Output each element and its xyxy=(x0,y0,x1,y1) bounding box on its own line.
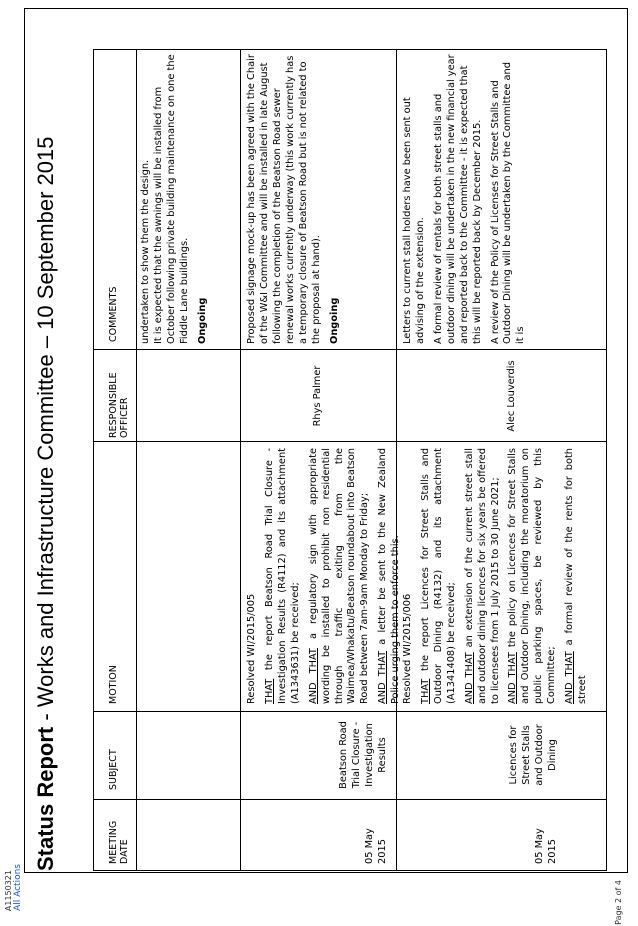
comment-text: A formal review of rentals for both street stalls and outdoor dining will be undertaken in the new financial year and reported back to the Committee - it is expected that this will be reported back by December 2015. xyxy=(432,54,483,344)
header-responsible-officer: RESPONSIBLE OFFICER xyxy=(108,372,131,438)
row2-officer xyxy=(312,352,325,440)
motion-body: the report Beatson Road Trial Closure - Investigation Results (R4112) and its attachment (A1343631) be received; xyxy=(263,448,301,704)
motion-lead: THAT xyxy=(419,678,431,704)
comment-text: A review of the Policy of Licenses for Street Stalls and Outdoor Dining will be undertaken by the Committee and it is xyxy=(489,62,527,344)
header-motion: MOTION xyxy=(108,665,119,704)
motion-body: the report Licences for Street Stalls and Outdoor Dining (R4132) and its attachment (A1341408) be received; xyxy=(419,448,457,704)
row2-date xyxy=(244,804,390,864)
subject-text: Beatson Road Trial Closure - Investigation Results xyxy=(338,721,389,789)
motion-lead: THAT xyxy=(263,678,275,704)
comment-text: undertaken to show them the design. xyxy=(140,159,151,344)
motion-clause xyxy=(464,448,503,704)
motion-body: an extension of the current street stall and outdoor dining licences for six years be offered to licensees from 1 July 2015 to 30 June 2021; xyxy=(463,448,501,704)
meeting-date: 05 May 2015 xyxy=(364,828,389,864)
header-comments: COMMENTS xyxy=(108,286,119,342)
header-subject: SUBJECT xyxy=(108,749,119,790)
page-frame xyxy=(24,8,628,873)
row1-comments xyxy=(140,54,238,344)
row2-subject xyxy=(244,716,390,794)
comment-status: Ongoing xyxy=(328,297,340,344)
row3-subject xyxy=(400,716,560,794)
table-row xyxy=(136,50,241,870)
motion-body: a regulatory sign with appropriate wording be installed to prohibit non residential through traffic exiting from the Waimea/Whakatu/Beatson roundabout into Beatson Road between 7am-9am Monday to Friday; xyxy=(307,447,371,704)
subject-text: Licences for Street Stalls and Outdoor Dining xyxy=(508,724,559,786)
resolution-number: Resolved WI/2015/006 xyxy=(402,593,413,704)
motion-clause xyxy=(564,448,590,704)
motion-lead: AND THAT xyxy=(507,652,519,704)
page-title xyxy=(33,51,59,871)
status-table xyxy=(93,49,607,871)
comment-status: Ongoing xyxy=(196,297,208,344)
comment-text: It is expected that the awnings will be installed from October following private building maintenance on one the Fiddle Lane buildings. xyxy=(152,54,190,344)
motion-body: a formal review of the rents for both street xyxy=(564,448,589,704)
title-bold: Status Report xyxy=(33,726,58,871)
motion-body: a letter be sent to the New Zealand Police urging them to enforce this. xyxy=(377,448,402,704)
meeting-date: 05 May 2015 xyxy=(534,828,559,864)
table-header xyxy=(94,50,137,870)
motion-clause xyxy=(264,448,303,704)
rotated-page xyxy=(1,1,638,926)
resolution-number: Resolved WI/2015/005 xyxy=(246,593,257,704)
title-rest: - Works and Infrastructure Committee – 10 September 2015 xyxy=(33,136,58,727)
row3-date xyxy=(400,804,560,864)
row3-officer xyxy=(506,352,519,440)
motion-clause xyxy=(308,448,373,704)
table-row xyxy=(396,50,607,870)
motion-lead: AND THAT xyxy=(463,652,475,704)
page-number: Page 2 of 4 xyxy=(614,880,623,925)
header-meeting-date: MEETING DATE xyxy=(108,820,131,864)
all-actions-link[interactable]: All Actions xyxy=(13,864,23,911)
comment-text: Letters to current stall holders have been sent out advising of the extension. xyxy=(402,97,426,344)
comment-text: Proposed signage mock-up has been agreed with the Chair of the W&I Committee and will be installed in late August following the completion of the Beatson Road sewer renewal works currently underway (this work currently has a temporary closure of Beatson Road but is not related to the proposal at hand). xyxy=(246,54,322,344)
officer-name: Alec Louverdis xyxy=(506,360,517,432)
officer-name: Rhys Palmer xyxy=(312,365,323,427)
motion-clause xyxy=(420,448,459,704)
row3-comments xyxy=(402,54,605,344)
motion-clause xyxy=(507,448,559,704)
motion-lead: AND THAT xyxy=(377,650,389,704)
row2-motion xyxy=(246,447,402,704)
row3-motion xyxy=(402,448,605,704)
motion-lead: AND THAT xyxy=(564,651,576,704)
row2-comments xyxy=(246,54,392,344)
table-row xyxy=(240,50,402,870)
document-reference: A1150321 xyxy=(4,870,13,912)
motion-lead: AND THAT xyxy=(307,648,319,704)
motion-body: the policy on Licences for Street Stalls and Outdoor Dining, including the moratorium on public parking spaces, be reviewed by this Committee; xyxy=(507,447,558,704)
